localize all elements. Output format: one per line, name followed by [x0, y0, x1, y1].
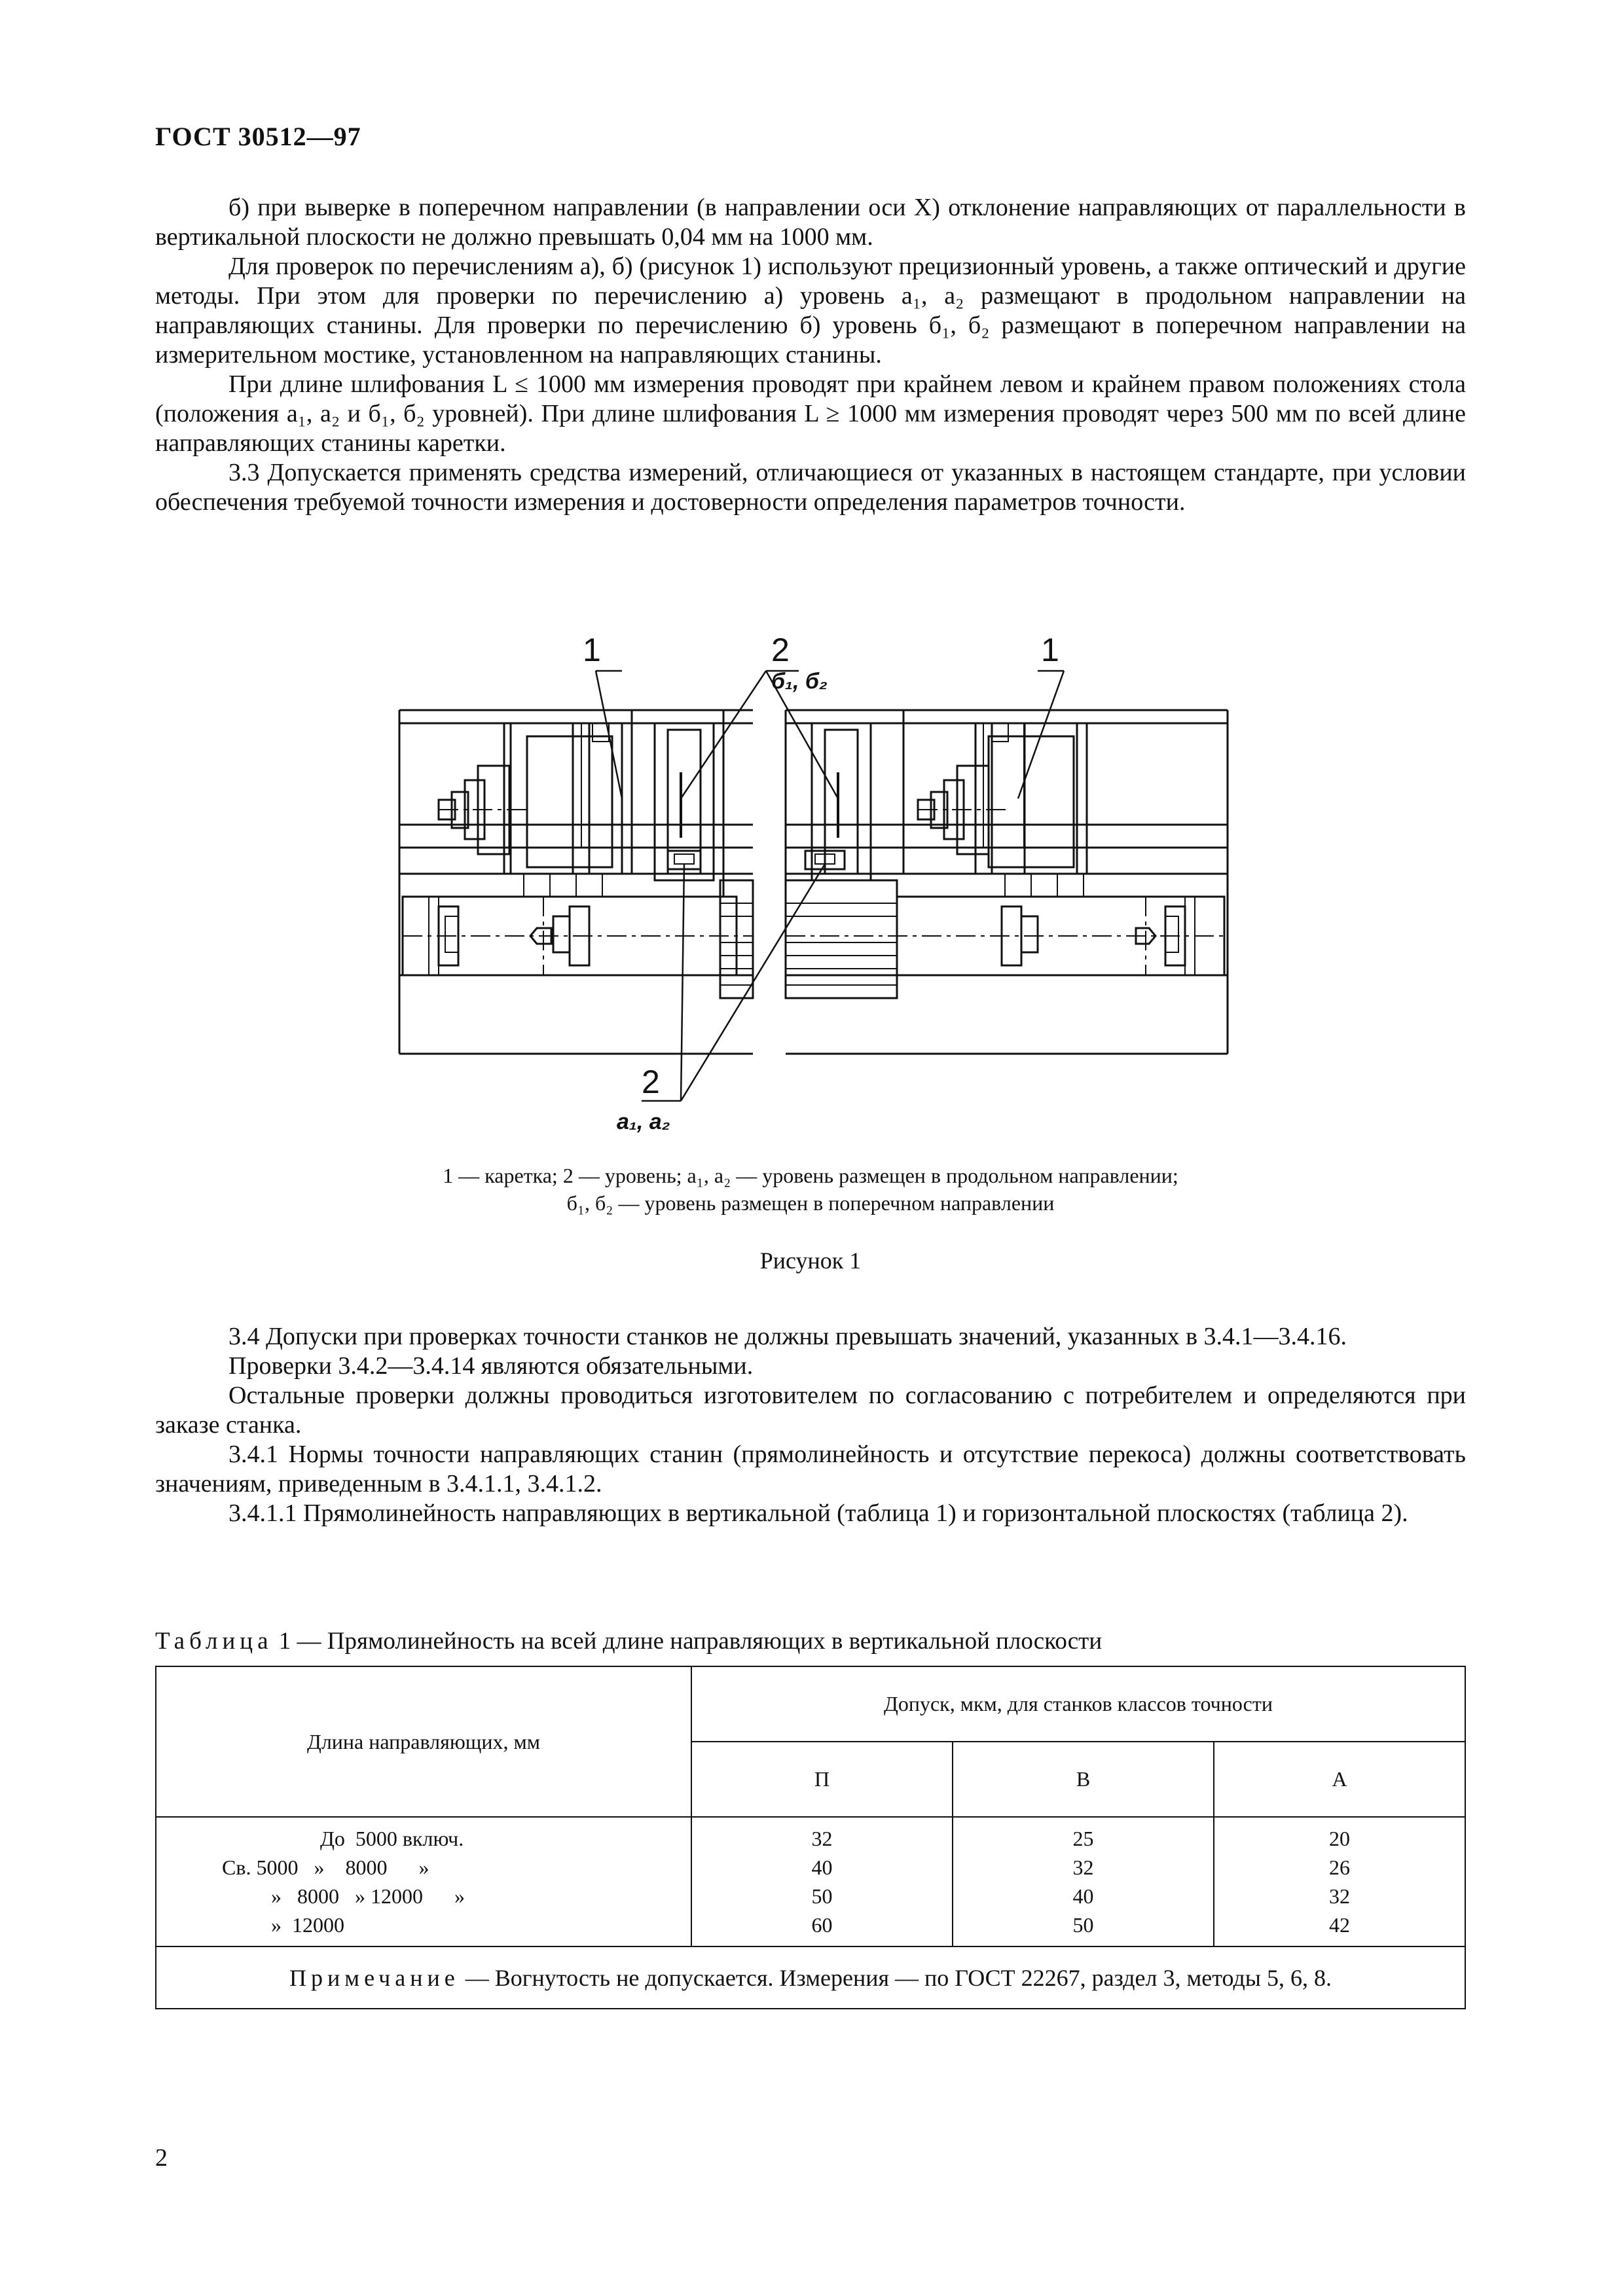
header-class-p: П: [691, 1742, 953, 1817]
header-length: Длина направляющих, мм: [156, 1666, 691, 1817]
length-row-4: » 12000: [271, 1913, 344, 1937]
v-row-2: 32: [1072, 1856, 1094, 1879]
left-assembly: [399, 710, 753, 1054]
paragraph-b: б) при выверке в поперечном направлении (в направлении оси X) отклонение направляющих от параллельности в вертикальной плоскости не должно превышать 0,04 мм на 1000 мм.: [155, 194, 1466, 251]
caption-line-2: б₁, б₂ — уровень размещен в поперечном направлении: [566, 1191, 1055, 1215]
paragraph-3-4: 3.4 Допуски при проверках точности станков не должны превышать значений, указанных в 3.4.1—3.4.16.: [228, 1323, 1347, 1350]
p-row-4: 60: [811, 1913, 833, 1937]
a-row-4: 42: [1329, 1913, 1350, 1937]
paragraph-other-checks: Остальные проверки должны проводиться изготовителем по согласованию с потребителем и определяются при заказе станка.: [155, 1382, 1466, 1439]
paragraph-3-3: 3.3 Допускается применять средства измерений, отличающиеся от указанных в настоящем стандарте, при условии обеспечения требуемой точности измерения и достоверности определения параметров точности.: [155, 459, 1466, 516]
label-1-left: 1: [583, 632, 601, 668]
figure-title: Рисунок 1: [759, 1247, 862, 1274]
length-row-3: » 8000 » 12000 »: [271, 1884, 465, 1908]
label-1-right: 1: [1041, 632, 1059, 668]
right-assembly: [786, 710, 1228, 1054]
class-a-values: [1214, 1817, 1465, 1946]
label-b1-b2: б₁, б₂: [771, 669, 828, 694]
p-row-2: 40: [811, 1856, 833, 1879]
tolerance-table: [155, 1666, 1466, 2009]
paragraph-3-4-1-1: 3.4.1.1 Прямолинейность направляющих в вертикальной (таблица 1) и горизонтальной плоскостях (таблица 2).: [228, 1499, 1408, 1527]
v-row-1: 25: [1072, 1827, 1094, 1850]
table-title: [155, 1627, 1102, 1655]
p-row-3: 50: [811, 1884, 833, 1908]
table-note: [156, 1946, 1465, 2009]
length-row-1: До 5000 включ.: [320, 1827, 464, 1850]
caption-line-1: 1 — каретка; 2 — уровень; a₁, a₂ — уровень размещен в продольном направлении;: [443, 1164, 1178, 1187]
class-p-values: [691, 1817, 953, 1946]
v-row-4: 50: [1072, 1913, 1094, 1937]
paragraph-3-4-1: 3.4.1 Нормы точности направляющих станин (прямолинейность и отсутствие перекоса) должны соответствовать значениям, приведенным в 3.4.1.1, 3.4.1.2.: [155, 1441, 1466, 1498]
header-class-a: А: [1214, 1742, 1465, 1817]
label-2-bottom: 2: [642, 1064, 660, 1100]
length-row-2: Св. 5000 » 8000 »: [222, 1856, 429, 1879]
a-row-3: 32: [1329, 1884, 1350, 1908]
paragraph-length: При длине шлифования L ≤ 1000 мм измерения проводят при крайнем левом и крайнем правом положениях стола (положения a₁, a₂ и б₁, б₂ уровней). При длине шлифования L ≥ 1000 мм измерения проводят через 500 мм по всей длине направляющих станины каретки.: [155, 370, 1466, 457]
table-title-word: Таблица: [155, 1628, 273, 1655]
paragraph-methods: Для проверок по перечислениям а), б) (рисунок 1) используют прецизионный уровень, а также оптический и другие методы. При этом для проверки по перечислению а) уровень a₁, a₂ размещают в продольном направлении на направляющих станины. Для проверки по перечислению б) уровень б₁, б₂ размещают в поперечном направлении на измерительном мостике, установленном на направляющих станины.: [155, 253, 1466, 368]
v-row-3: 40: [1072, 1884, 1094, 1908]
label-2-top: 2: [771, 632, 790, 668]
class-v-values: [953, 1817, 1214, 1946]
a-row-2: 26: [1329, 1856, 1350, 1879]
header-tolerance: Допуск, мкм, для станков классов точности: [691, 1666, 1465, 1742]
header-class-v: В: [953, 1742, 1214, 1817]
label-a1-a2: a₁, a₂: [617, 1109, 670, 1134]
figure-1-drawing: [380, 628, 1244, 1152]
paragraph-mandatory: Проверки 3.4.2—3.4.14 являются обязательными.: [228, 1352, 754, 1380]
p-row-1: 32: [811, 1827, 833, 1850]
figure-caption: [155, 1162, 1466, 1217]
document-header: ГОСТ 30512—97: [155, 122, 361, 151]
text-block-1: [155, 193, 1466, 517]
text-block-2: [155, 1322, 1466, 1528]
note-rest: — Вогнутость не допускается. Измерения — по ГОСТ 22267, раздел 3, методы 5, 6, 8.: [459, 1964, 1332, 1991]
length-values: [156, 1817, 691, 1946]
table-title-rest: 1 — Прямолинейность на всей длине направляющих в вертикальной плоскости: [272, 1628, 1103, 1655]
page-number: 2: [155, 2144, 168, 2172]
note-word: Примечание: [289, 1964, 460, 1991]
a-row-1: 20: [1329, 1827, 1350, 1850]
